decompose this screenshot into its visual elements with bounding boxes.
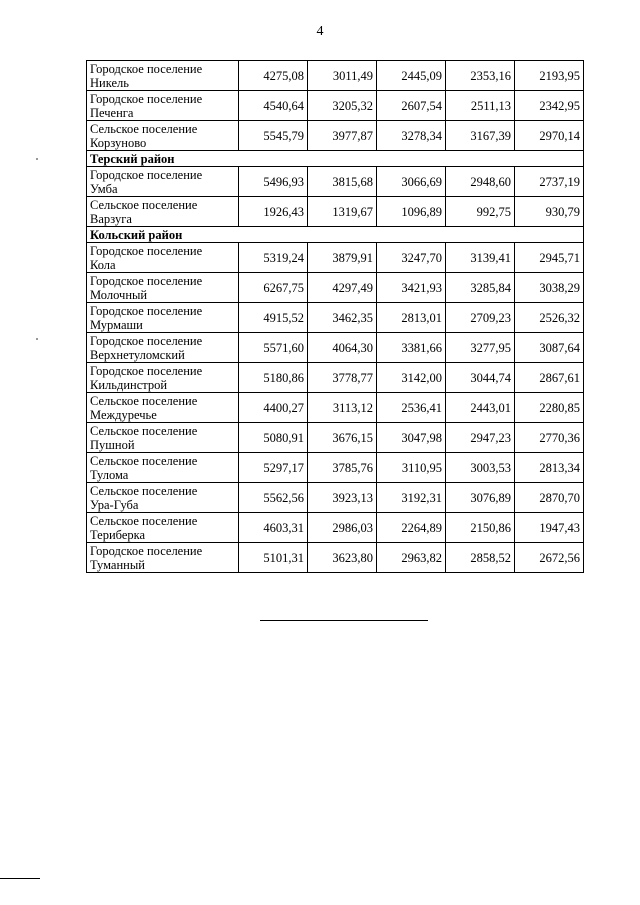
settlement-type: Сельское поселение [90,453,198,468]
table-row [87,121,584,151]
value-cell: 3038,29 [515,273,584,303]
settlement-name-cell [87,243,239,273]
settlement-name: Корзуново [90,135,147,150]
value-cell: 3277,95 [446,333,515,363]
value-cell: 2970,14 [515,121,584,151]
value-cell: 5297,17 [239,453,308,483]
value-cell: 2150,86 [446,513,515,543]
value-cell: 3923,13 [308,483,377,513]
value-cell: 3066,69 [377,167,446,197]
value-cell: 2353,16 [446,61,515,91]
settlement-type: Сельское поселение [90,483,198,498]
value-cell: 4400,27 [239,393,308,423]
value-cell: 2672,56 [515,543,584,573]
value-cell: 3003,53 [446,453,515,483]
value-cell: 2870,70 [515,483,584,513]
value-cell: 2963,82 [377,543,446,573]
table-row [87,273,584,303]
value-cell: 1096,89 [377,197,446,227]
district-name: Терский район [87,151,584,167]
table-body [87,61,584,573]
settlement-name: Мурмаши [90,317,143,332]
value-cell: 3623,80 [308,543,377,573]
table-row [87,61,584,91]
table-row [87,197,584,227]
value-cell: 5319,24 [239,243,308,273]
settlement-name: Ура-Губа [90,497,139,512]
value-cell: 2813,01 [377,303,446,333]
value-cell: 3778,77 [308,363,377,393]
value-cell: 2264,89 [377,513,446,543]
value-cell: 2280,85 [515,393,584,423]
value-cell: 5545,79 [239,121,308,151]
value-cell: 2526,32 [515,303,584,333]
settlement-name-cell [87,197,239,227]
settlement-type: Сельское поселение [90,513,198,528]
settlement-name-cell [87,121,239,151]
table-row [87,513,584,543]
table-row [87,483,584,513]
value-cell: 3676,15 [308,423,377,453]
settlement-type: Сельское поселение [90,423,198,438]
value-cell: 2193,95 [515,61,584,91]
settlement-type: Городское поселение [90,363,203,378]
value-cell: 3044,74 [446,363,515,393]
settlement-type: Городское поселение [90,91,203,106]
settlement-name-cell [87,393,239,423]
value-cell: 5571,60 [239,333,308,363]
settlement-type: Сельское поселение [90,393,198,408]
value-cell: 4603,31 [239,513,308,543]
settlement-name: Териберка [90,527,146,542]
value-cell: 3285,84 [446,273,515,303]
table-row [87,543,584,573]
value-cell: 3047,98 [377,423,446,453]
value-cell: 2947,23 [446,423,515,453]
table-row [87,393,584,423]
settlement-name: Верхнетуломский [90,347,185,362]
settlement-type: Сельское поселение [90,121,198,136]
value-cell: 2342,95 [515,91,584,121]
value-cell: 2867,61 [515,363,584,393]
page-number: 4 [316,24,324,39]
settlement-name-cell [87,91,239,121]
value-cell: 5496,93 [239,167,308,197]
value-cell: 3142,00 [377,363,446,393]
settlement-name-cell [87,273,239,303]
settlement-name-cell [87,333,239,363]
value-cell: 3139,41 [446,243,515,273]
value-cell: 2445,09 [377,61,446,91]
value-cell: 992,75 [446,197,515,227]
settlement-name-cell [87,543,239,573]
value-cell: 3421,93 [377,273,446,303]
district-name: Кольский район [87,227,584,243]
value-cell: 3192,31 [377,483,446,513]
value-cell: 2945,71 [515,243,584,273]
value-cell: 3011,49 [308,61,377,91]
value-cell: 4915,52 [239,303,308,333]
settlement-name: Междуречье [90,407,157,422]
settlement-name: Тулома [90,467,129,482]
settlement-name: Умба [90,181,118,196]
settlement-type: Городское поселение [90,273,203,288]
value-cell: 3977,87 [308,121,377,151]
table-row [87,453,584,483]
value-cell: 3462,35 [308,303,377,333]
data-table [86,60,584,573]
value-cell: 1947,43 [515,513,584,543]
settlement-type: Городское поселение [90,333,203,348]
value-cell: 1319,67 [308,197,377,227]
bottom-left-line [0,878,40,879]
settlement-name-cell [87,363,239,393]
value-cell: 2536,41 [377,393,446,423]
settlement-name-cell [87,61,239,91]
value-cell: 6267,75 [239,273,308,303]
settlement-name: Пушной [90,437,135,452]
value-cell: 3167,39 [446,121,515,151]
district-header-row [87,151,584,167]
settlement-name-cell [87,423,239,453]
value-cell: 3087,64 [515,333,584,363]
value-cell: 2858,52 [446,543,515,573]
value-cell: 4540,64 [239,91,308,121]
value-cell: 3785,76 [308,453,377,483]
value-cell: 2737,19 [515,167,584,197]
value-cell: 2986,03 [308,513,377,543]
value-cell: 1926,43 [239,197,308,227]
settlement-type: Городское поселение [90,61,203,76]
value-cell: 2770,36 [515,423,584,453]
settlement-type: Городское поселение [90,167,203,182]
margin-mark [36,338,38,340]
value-cell: 3110,95 [377,453,446,483]
value-cell: 5101,31 [239,543,308,573]
table-row [87,167,584,197]
settlement-type: Городское поселение [90,543,203,558]
value-cell: 3076,89 [446,483,515,513]
settlement-name-cell [87,483,239,513]
table-row [87,423,584,453]
settlement-type: Городское поселение [90,303,203,318]
table-row [87,333,584,363]
table-row [87,91,584,121]
table-row [87,243,584,273]
value-cell: 2948,60 [446,167,515,197]
value-cell: 3879,91 [308,243,377,273]
settlement-name: Печенга [90,105,134,120]
value-cell: 2443,01 [446,393,515,423]
settlement-name-cell [87,513,239,543]
table-row [87,363,584,393]
value-cell: 3278,34 [377,121,446,151]
value-cell: 4297,49 [308,273,377,303]
settlement-name-cell [87,167,239,197]
settlement-name: Кильдинстрой [90,377,168,392]
settlement-name-cell [87,303,239,333]
value-cell: 4275,08 [239,61,308,91]
end-separator-line [260,620,428,621]
value-cell: 5180,86 [239,363,308,393]
value-cell: 3205,32 [308,91,377,121]
value-cell: 3247,70 [377,243,446,273]
value-cell: 4064,30 [308,333,377,363]
settlement-name: Кола [90,257,116,272]
settlement-name: Туманный [90,557,145,572]
settlement-type: Сельское поселение [90,197,198,212]
settlement-type: Городское поселение [90,243,203,258]
value-cell: 2709,23 [446,303,515,333]
settlement-name-cell [87,453,239,483]
settlement-name: Никель [90,75,129,90]
value-cell: 930,79 [515,197,584,227]
table-row [87,303,584,333]
value-cell: 2607,54 [377,91,446,121]
value-cell: 3113,12 [308,393,377,423]
value-cell: 3815,68 [308,167,377,197]
settlement-name: Молочный [90,287,148,302]
value-cell: 5562,56 [239,483,308,513]
district-header-row [87,227,584,243]
value-cell: 2511,13 [446,91,515,121]
value-cell: 2813,34 [515,453,584,483]
value-cell: 3381,66 [377,333,446,363]
value-cell: 5080,91 [239,423,308,453]
settlement-name: Варзуга [90,211,132,226]
margin-mark [36,158,38,160]
